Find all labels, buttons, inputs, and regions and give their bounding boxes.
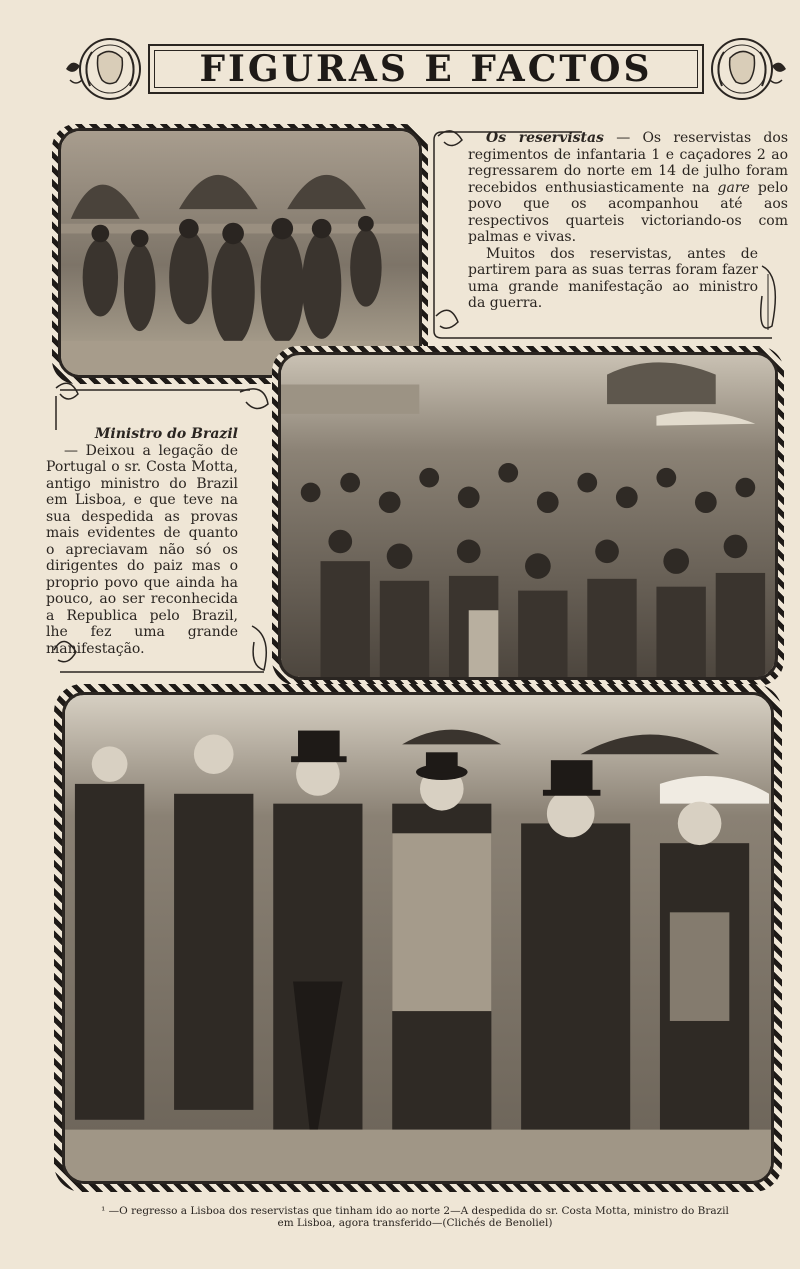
reservistas-text-end: pelo povo que os acompanhou até aos respectivos quarteis victoriando-os com palmas e vivas. <box>468 179 788 245</box>
ministro-article <box>46 426 238 657</box>
photo-reservists <box>58 128 422 378</box>
masthead-title: FIGURAS E FACTOS <box>199 48 653 90</box>
ministro-text: — Deixou a legação de Portugal o sr. Costa Motta, antigo ministro do Brazil em Lisboa, e que teve na sua despedida as provas mais evidentes de quanto o apreciavam não só os dirigentes do paiz mas o proprio povo que ainda ha pouco, ao ser reconhecida a Republica pelo Brazil, lhe fez uma grande manifestação. <box>46 442 238 657</box>
reservistas-text: — Os reservistas dos regimentos de infantaria 1 e caçadores 2 ao regressarem do norte em 14 de julho foram recebidos enthusiasticamente na <box>468 130 789 196</box>
photo-costa-motta-farewell <box>62 692 774 1184</box>
right-medallion-ornament <box>704 36 790 102</box>
ministro-heading: Ministro do Brazil <box>94 426 238 442</box>
photo-caption <box>90 1205 740 1229</box>
reservistas-heading: Os reservistas <box>486 130 604 146</box>
caption-line-1: ¹ —O regresso a Lisboa dos reservistas que tinham ido ao norte 2—A despedida do sr. Costa Motta, ministro do Brazil <box>101 1205 729 1217</box>
photo-crowd <box>278 352 778 680</box>
left-medallion-ornament <box>62 36 148 102</box>
masthead <box>62 36 790 104</box>
reservistas-paragraph2: Muitos dos reservistas, antes de partirem para as suas terras foram fazer uma grande manifestação ao ministro da guerra. <box>468 245 758 311</box>
masthead-title-box <box>148 44 704 94</box>
caption-line-2: em Lisboa, agora transferido—(Clichés de Benoliel) <box>277 1217 553 1229</box>
reservistas-gare: gare <box>717 179 750 196</box>
reservistas-article <box>468 130 788 312</box>
